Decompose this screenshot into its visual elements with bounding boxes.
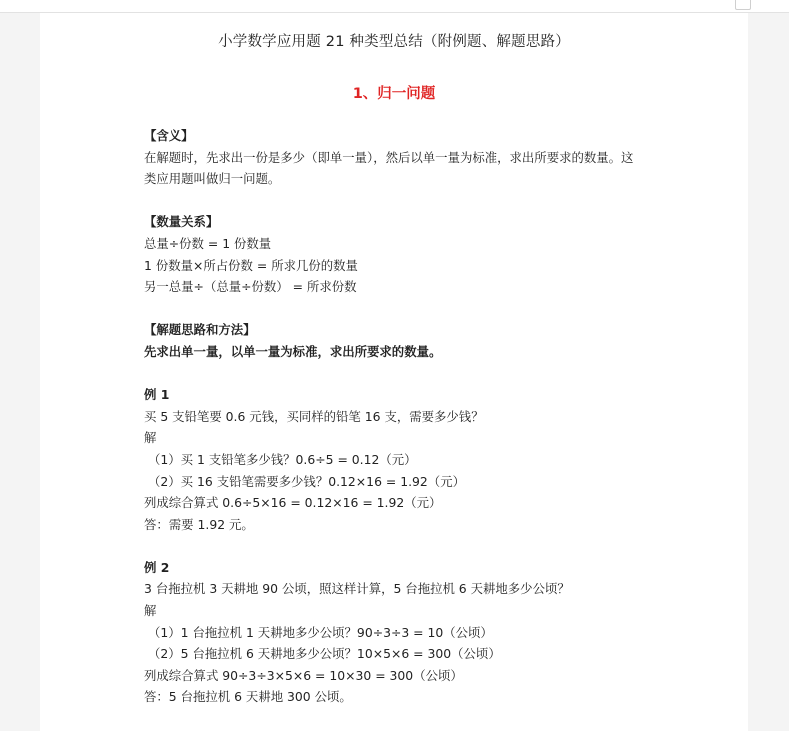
relation-item: 总量÷份数 = 1 份数量 [144,235,272,251]
example-2-solution-label: 解 [144,603,157,619]
approach-heading: 【解题思路和方法】 [144,322,256,338]
quantity-relations-heading: 【数量关系】 [144,214,219,230]
example-2-step-1: （1）1 台拖拉机 1 天耕地多少公顷？90÷3÷3 = 10（公顷） [148,624,493,640]
meaning-text-line-1: 在解题时，先求出一份是多少（即单一量），然后以单一量为标准，求出所要求的数量。这 [144,149,634,165]
example-2-combined-formula: 列成综合算式 90÷3÷3×5×6 = 10×30 = 300（公顷） [144,667,463,683]
example-2-step-2: （2）5 台拖拉机 6 天耕地多少公顷？10×5×6 = 300（公顷） [148,646,501,662]
example-1-step-2: （2）买 16 支铅笔需要多少钱？0.12×16 = 1.92（元） [148,473,465,489]
approach-text: 先求出单一量，以单一量为标准，求出所要求的数量。 [144,343,442,359]
example-1-solution-label: 解 [144,430,157,446]
example-1-combined-formula: 列成综合算式 0.6÷5×16 = 0.12×16 = 1.92（元） [144,495,442,511]
example-2-question: 3 台拖拉机 3 天耕地 90 公顷，照这样计算，5 台拖拉机 6 天耕地多少公顷？ [144,581,570,597]
document-body [144,125,684,708]
top-toolbar [0,0,789,13]
relation-item: 另一总量÷（总量÷份数） = 所求份数 [144,279,357,295]
relation-item: 1 份数量×所占份数 = 所求几份的数量 [144,257,358,273]
window-control-button[interactable] [735,0,751,10]
meaning-text-line-2: 类应用题叫做归一问题。 [144,171,281,187]
example-1-heading: 例 1 [144,387,170,403]
example-2-answer: 答：5 台拖拉机 6 天耕地 300 公顷。 [144,689,352,705]
meaning-heading: 【含义】 [144,128,194,143]
section-heading: 1、归一问题 [352,86,436,102]
document-title: 小学数学应用题 21 种类型总结（附例题、解题思路） [218,34,570,50]
example-1-question: 买 5 支铅笔要 0.6 元钱，买同样的铅笔 16 支，需要多少钱？ [144,408,484,424]
example-1-answer: 答：需要 1.92 元。 [144,516,254,532]
document-page [40,13,748,731]
example-2-heading: 例 2 [144,559,170,575]
example-1-step-1: （1）买 1 支铅笔多少钱？0.6÷5 = 0.12（元） [148,451,417,467]
